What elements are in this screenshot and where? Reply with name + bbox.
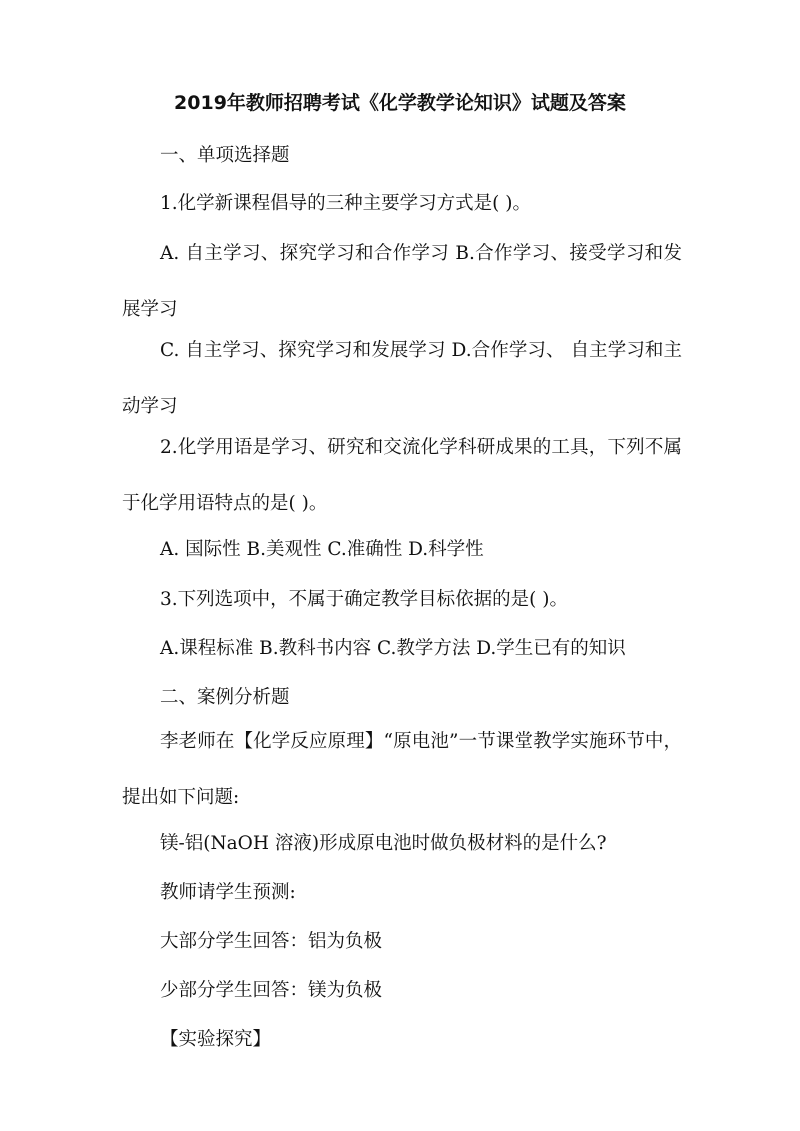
- question-3-options: A.课程标准 B.教科书内容 C.教学方法 D.学生已有的知识: [160, 638, 626, 659]
- question-1-options-cd: C. 自主学习、探究学习和发展学习 D.合作学习、 自主学习和主动学习: [122, 340, 682, 417]
- section-heading-case-analysis: 二、案例分析题: [160, 687, 290, 708]
- question-3-stem: 3.下列选项中，不属于确定教学目标依据的是( )。: [160, 589, 568, 610]
- case-question: 镁-铝(NaOH 溶液)形成原电池时做负极材料的是什么?: [160, 833, 607, 854]
- question-2-stem: 2.化学用语是学习、研究和交流化学科研成果的工具，下列不属于化学用语特点的是( )。: [122, 437, 682, 514]
- case-intro: 李老师在【化学反应原理】“原电池”一节课堂教学实施环节中，提出如下问题:: [122, 731, 682, 808]
- case-answer-minority: 少部分学生回答：镁为负极: [160, 980, 383, 1001]
- question-1-stem: 1.化学新课程倡导的三种主要学习方式是( )。: [160, 193, 531, 214]
- experiment-heading: 【实验探究】: [160, 1029, 272, 1050]
- case-answer-majority: 大部分学生回答：铝为负极: [160, 931, 383, 952]
- question-2-options: A. 国际性 B.美观性 C.准确性 D.科学性: [160, 539, 484, 560]
- case-prompt: 教师请学生预测:: [160, 882, 296, 903]
- document-title: 2019年教师招聘考试《化学教学论知识》试题及答案: [174, 92, 626, 114]
- question-1-options-ab: A. 自主学习、探究学习和合作学习 B.合作学习、接受学习和发展学习: [122, 243, 682, 320]
- section-heading-single-choice: 一、单项选择题: [160, 145, 290, 166]
